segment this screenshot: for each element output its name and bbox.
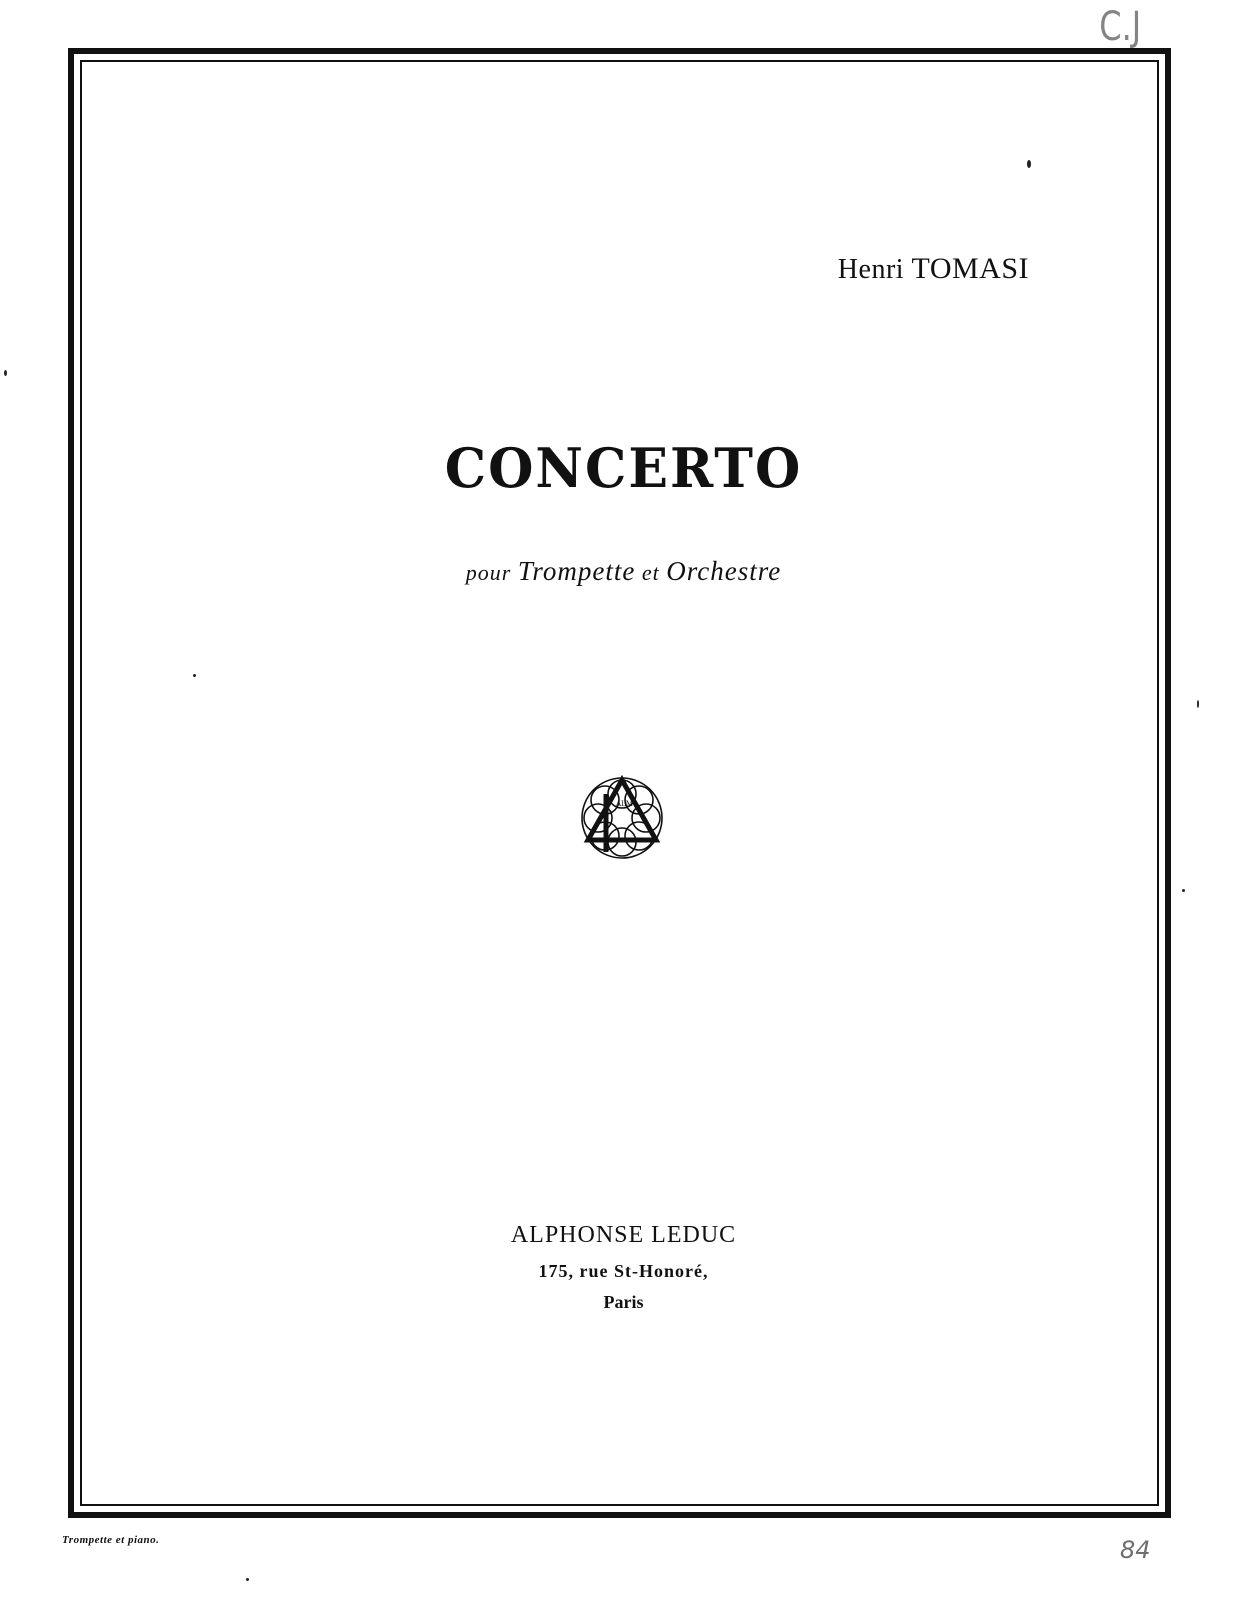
scan-speck bbox=[1197, 700, 1199, 708]
publisher-emblem-icon bbox=[576, 772, 668, 864]
subtitle-word-pour: pour bbox=[465, 560, 512, 585]
publisher-name: ALPHONSE LEDUC bbox=[510, 1222, 737, 1248]
work-subtitle bbox=[0, 556, 1247, 587]
corner-pencil-mark: C.J bbox=[1099, 4, 1142, 50]
subtitle-word-et: et bbox=[641, 560, 660, 585]
pencil-page-number: 84 bbox=[1120, 1536, 1151, 1564]
edition-note: Trompette et piano. bbox=[62, 1534, 160, 1546]
publisher-address: 175, rue St-Honoré, bbox=[538, 1261, 709, 1281]
composer-first-name: Henri bbox=[837, 254, 905, 285]
publisher-city: Paris bbox=[603, 1292, 644, 1312]
composer-last-name: TOMASI bbox=[911, 252, 1029, 285]
scan-speck bbox=[4, 370, 7, 376]
subtitle-ensemble: Orchestre bbox=[666, 556, 782, 586]
work-title: CONCERTO bbox=[444, 436, 803, 501]
emblem-label: ALM bbox=[616, 800, 633, 808]
scan-speck bbox=[1182, 889, 1185, 892]
composer-name bbox=[838, 252, 1029, 286]
scan-speck bbox=[1027, 160, 1031, 168]
scan-speck bbox=[246, 1578, 249, 1581]
scan-speck bbox=[193, 674, 196, 677]
subtitle-instrument: Trompette bbox=[517, 556, 636, 586]
